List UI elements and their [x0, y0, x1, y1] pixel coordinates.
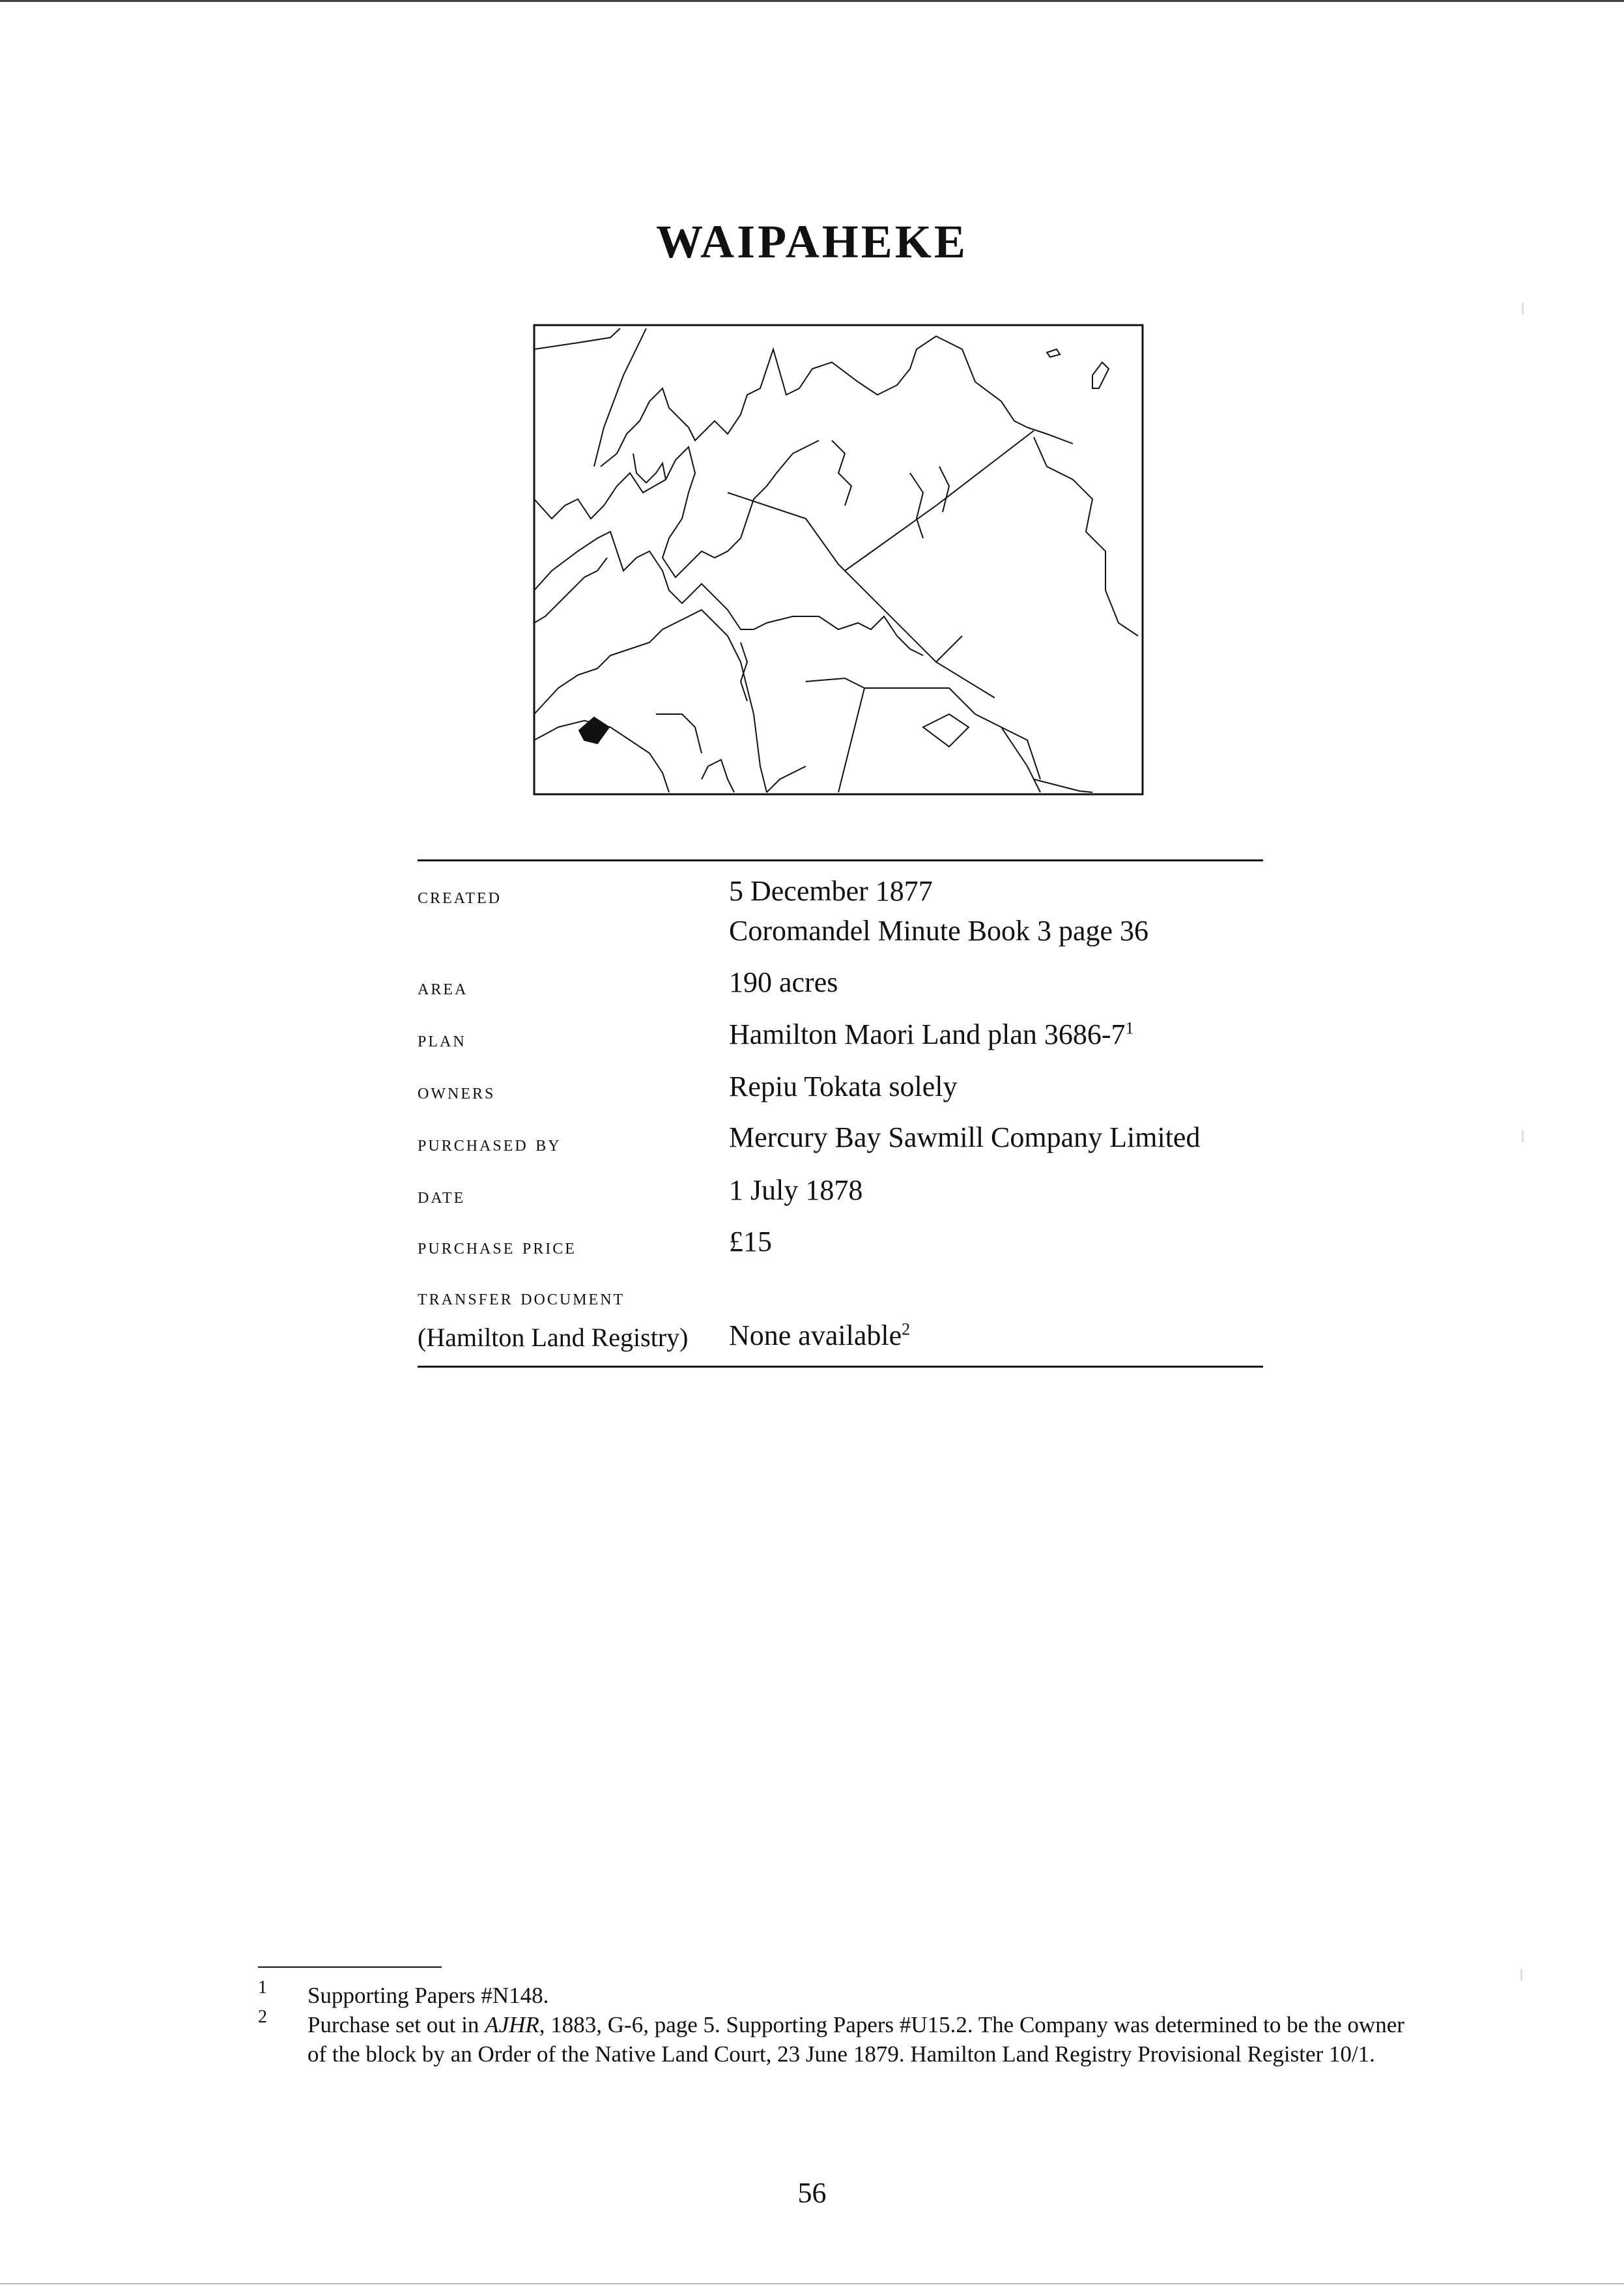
value-created: 5 December 1877 [729, 875, 933, 907]
label-plan: plan [418, 1028, 466, 1052]
page-title: WAIPAHEKE [656, 216, 968, 268]
value-purchased-by: Mercury Bay Sawmill Company Limited [729, 1121, 1201, 1153]
footnote-1: Supporting Papers #N148. [307, 1983, 549, 2008]
label-purchased-by: purchased by [418, 1132, 562, 1156]
footnote-ref-1: 1 [1125, 1018, 1134, 1038]
scan-speck [1520, 1969, 1522, 1981]
scan-speck [1522, 303, 1524, 315]
label-hamilton-land-registry: (Hamilton Land Registry) [418, 1323, 689, 1352]
page-top-edge [0, 0, 1624, 2]
label-owners: owners [418, 1080, 496, 1104]
label-area: area [418, 975, 468, 1000]
scan-speck [1522, 1130, 1524, 1142]
label-created: created [418, 884, 502, 908]
value-date: 1 July 1878 [729, 1174, 863, 1206]
value-owners: Repiu Tokata solely [729, 1071, 958, 1102]
footnote-number-1: 1 [258, 1978, 267, 1998]
footnote-ref-2: 2 [902, 1319, 911, 1339]
footnote-2-italic: AJHR [485, 2012, 539, 2037]
value-transfer-document: None available$^2$ [729, 1319, 911, 1351]
location-map [532, 323, 1145, 796]
value-created-minute-book: Coromandel Minute Book 3 page 36 [729, 915, 1149, 947]
label-transfer-document: transfer document [418, 1286, 625, 1310]
table-top-rule [418, 859, 1263, 861]
value-plan: Hamilton Maori Land plan $3686-7^1$ [729, 1018, 1134, 1050]
footnote-number-2: 2 [258, 2007, 267, 2027]
value-area: 190 acres [729, 966, 838, 998]
footnote-2: Purchase set out in AJHR, 1883, G-6, page 5. Supporting Papers #U15.2. The Company was determined to be the owner of the block by an Order of the Native Land Court, 23 June 1879. Hamilton Land Registry Provisional Register 10/1. [307, 2012, 1404, 2067]
page-number: 56 [797, 2177, 827, 2209]
footnote-rule [258, 1966, 442, 1968]
value-purchase-price: £15 [729, 1226, 772, 1258]
label-purchase-price: purchase price [418, 1235, 577, 1259]
table-bottom-rule [418, 1366, 1263, 1368]
label-date: date [418, 1184, 466, 1208]
page-bottom-edge [0, 2283, 1624, 2284]
